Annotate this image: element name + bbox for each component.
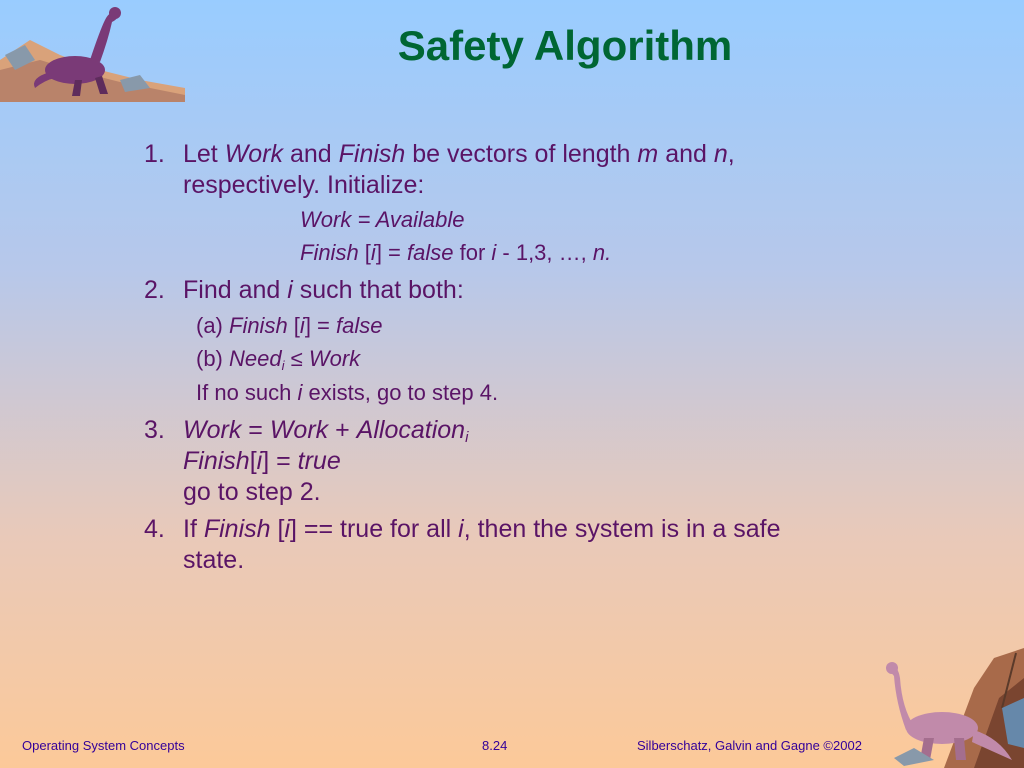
step-4-line-1: 4. If Finish [i] == true for all i, then the system is in a safe <box>144 515 781 543</box>
step-1-line-2: respectively. Initialize: <box>183 171 425 199</box>
step-2-condition-b: (b) Need$_i$ ≤ Work <box>196 346 361 373</box>
slide-title: Safety Algorithm <box>397 22 733 69</box>
step-number: 4. <box>144 515 165 543</box>
step-number: 2. <box>144 276 165 304</box>
footer-book-title: Operating System Concepts <box>22 738 185 753</box>
step-3-line-1: 3. Work = Work + Allocation$_i$ <box>144 416 469 446</box>
step-number: 3. <box>144 416 165 444</box>
step-1-line-1: 1. Let Work and Finish be vectors of length m and n, <box>144 140 735 168</box>
footer-slide-number: 8.24 <box>482 738 508 753</box>
step-2-condition-a: (a) Finish [i] = false <box>196 313 383 338</box>
step-1-init-finish: Finish [i] = false for i - 1,3, …, n. <box>300 240 612 265</box>
step-2-line-1: 2. Find and i such that both: <box>144 276 464 304</box>
step-3-line-3: go to step 2. <box>183 478 321 506</box>
step-number: 1. <box>144 140 165 168</box>
step-1-init-work: Work = Available <box>300 207 465 232</box>
footer-copyright: Silberschatz, Galvin and Gagne ©2002 <box>637 738 862 753</box>
step-3-line-2: Finish[i] = true <box>183 447 341 475</box>
dinosaur-illustration-top <box>0 0 185 105</box>
step-2-fallback: If no such i exists, go to step 4. <box>196 380 499 405</box>
step-4-line-2: state. <box>183 546 245 574</box>
dinosaur-illustration-bottom <box>884 648 1024 768</box>
